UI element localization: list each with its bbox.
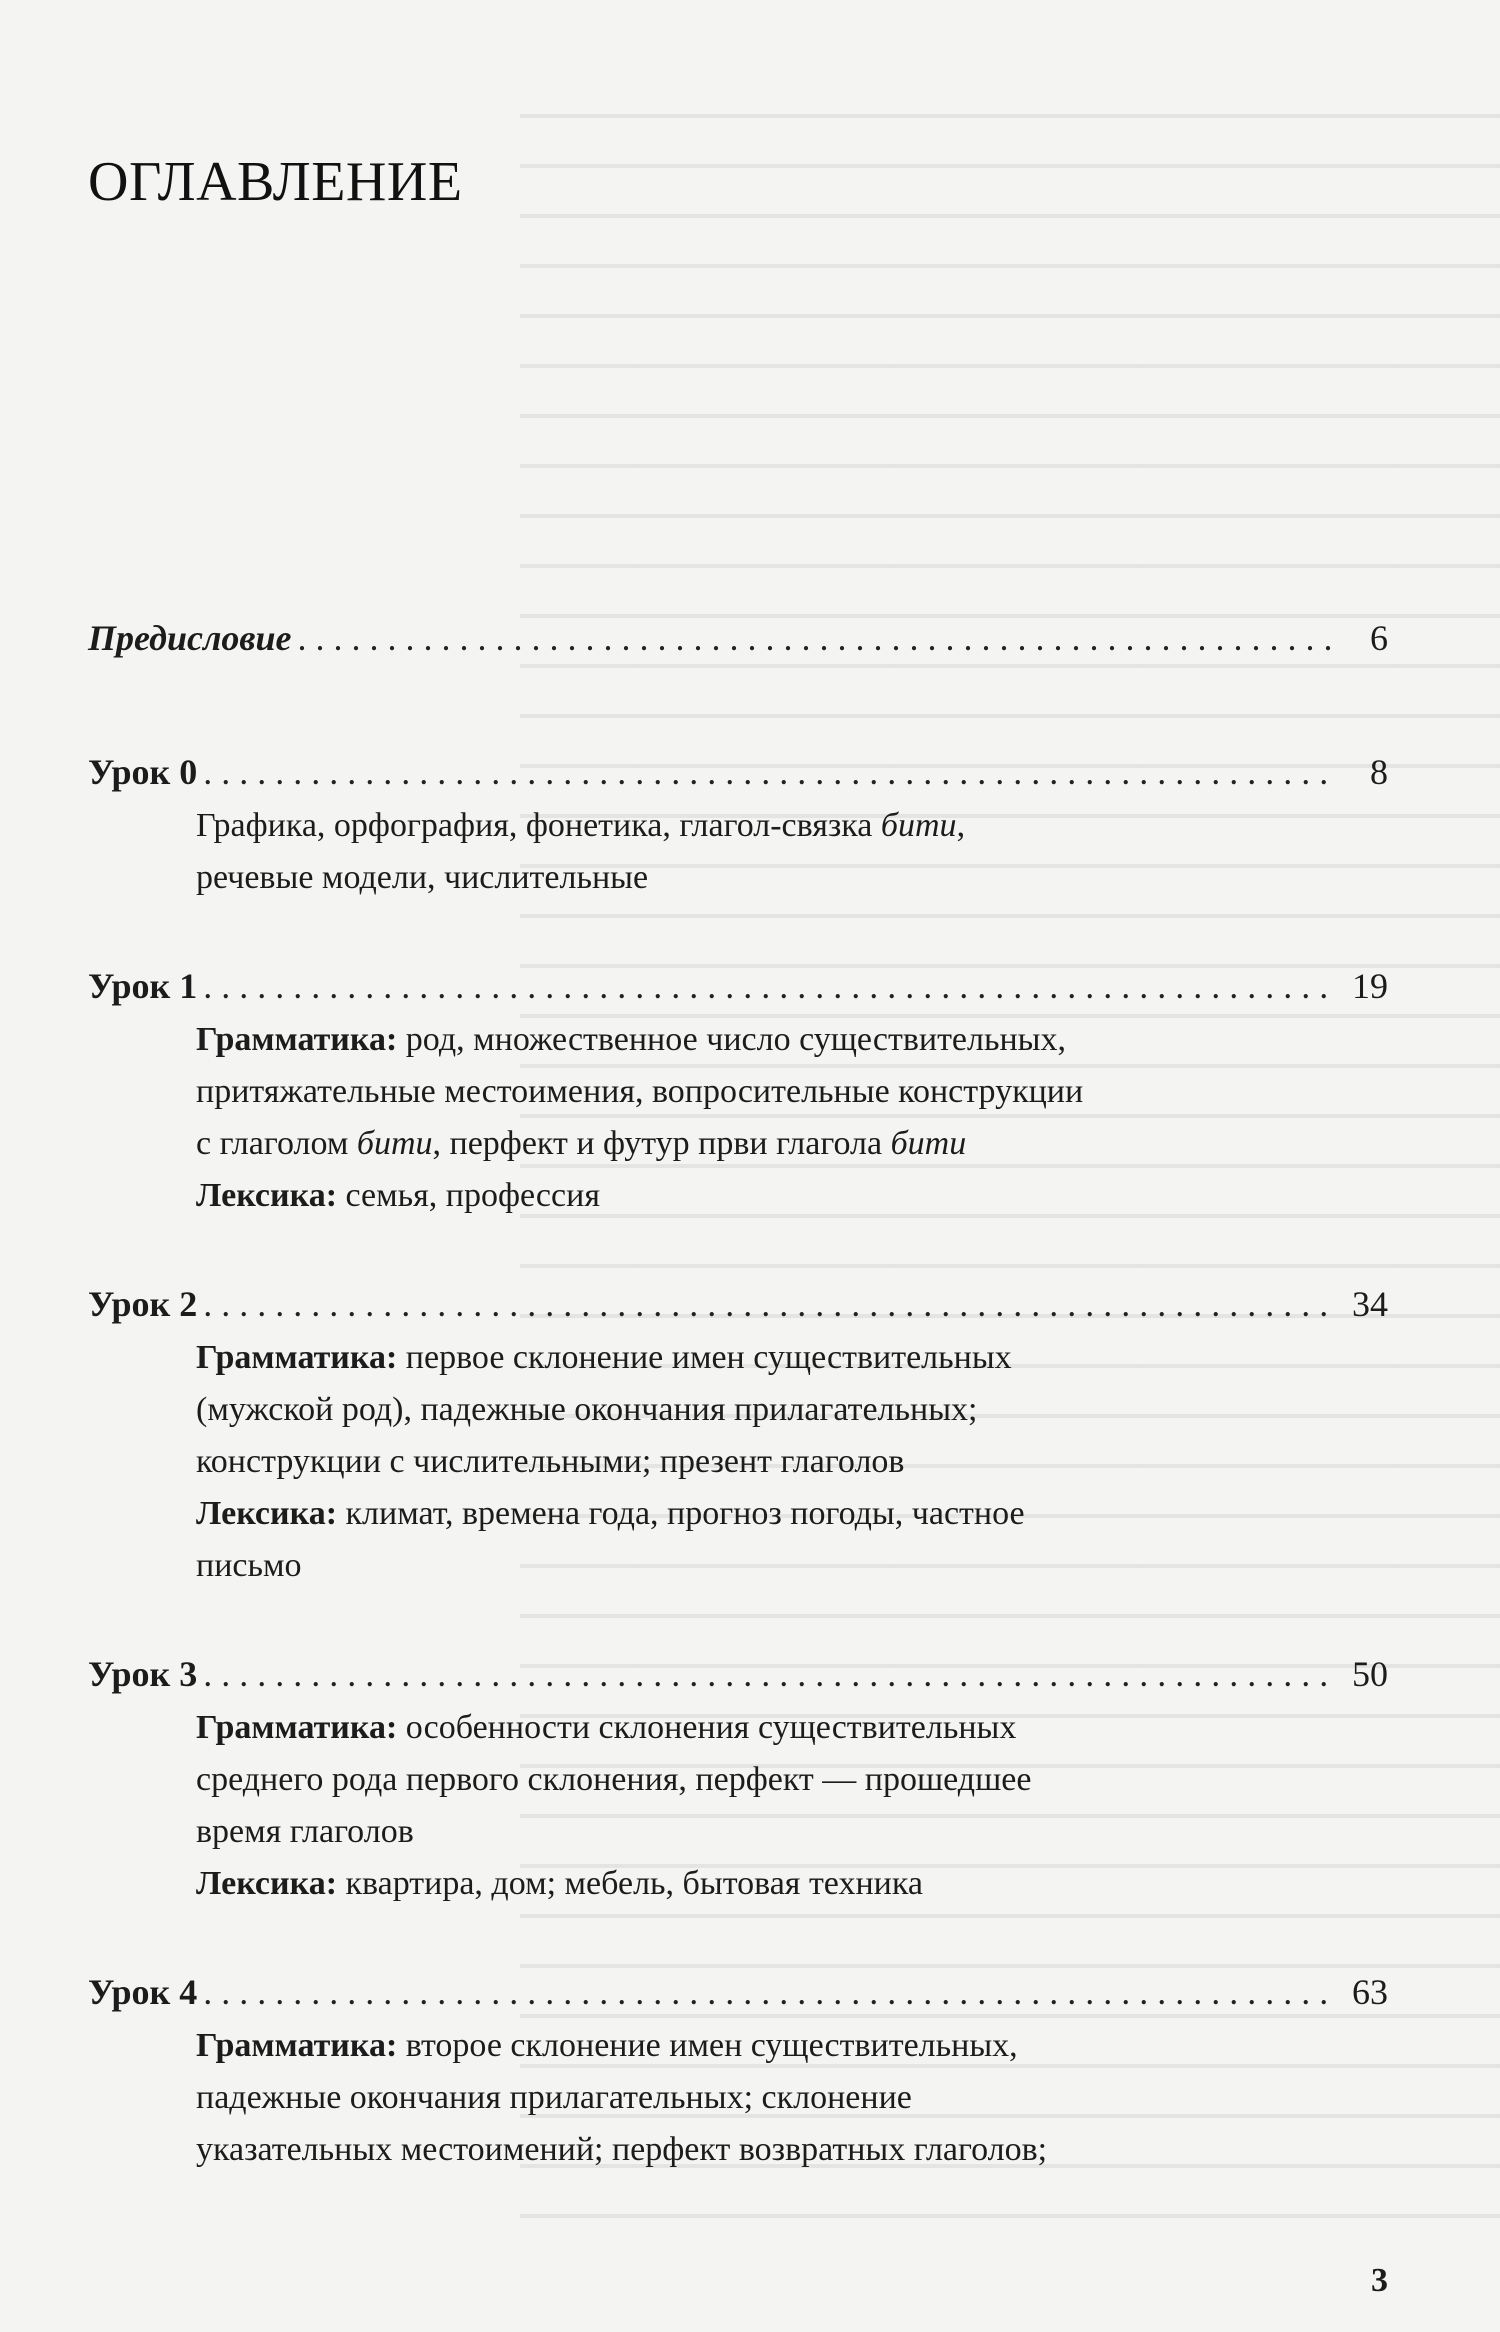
- toc-entry-preface: [88, 610, 1388, 666]
- toc-entry-label: Урок 2: [88, 1284, 198, 1324]
- lesson-description: [196, 1332, 1306, 1592]
- grammar-text: падежные окончания прилагательных; склонение: [196, 2079, 912, 2116]
- page-number: 3: [1371, 2262, 1388, 2299]
- toc-entry-lesson-4: [88, 1964, 1388, 2176]
- grammar-text: (мужской род), падежные окончания прилагательных;: [196, 1391, 978, 1428]
- description-text: Графика, орфография, фонетика, глагол-связка: [196, 807, 881, 844]
- lesson-description: [196, 1014, 1306, 1222]
- leader-dots: [203, 1646, 1336, 1702]
- toc-entry-label: Урок 4: [88, 1972, 198, 2012]
- lesson-description: [196, 800, 1306, 904]
- grammar-label: Грамматика:: [196, 1021, 398, 1058]
- description-text: ,: [956, 807, 966, 844]
- toc-entry-lesson-1: [88, 958, 1388, 1222]
- grammar-text: особенности склонения существительных: [397, 1709, 1017, 1746]
- leader-dots: [203, 1964, 1336, 2020]
- lexicon-label: Лексика:: [196, 1495, 338, 1532]
- grammar-text: первое склонение имен существительных: [397, 1339, 1012, 1376]
- toc-entry-label: Урок 3: [88, 1654, 198, 1694]
- lexicon-text: квартира, дом; мебель, бытовая техника: [337, 1865, 923, 1902]
- grammar-text: притяжательные местоимения, вопросительные конструкции: [196, 1073, 1084, 1110]
- lexicon-text: семья, профессия: [337, 1177, 600, 1214]
- grammar-label: Грамматика:: [196, 1339, 398, 1376]
- lesson-description: [196, 2020, 1306, 2176]
- grammar-text: род, множественное число существительных,: [397, 1021, 1067, 1058]
- toc-page-number: 63: [1352, 1972, 1388, 2012]
- grammar-label: Грамматика:: [196, 1709, 398, 1746]
- grammar-text: с глаголом: [196, 1125, 357, 1162]
- page-title: ОГЛАВЛЕНИЕ: [88, 151, 463, 213]
- grammar-text: среднего рода первого склонения, перфект — прошедшее: [196, 1761, 1032, 1798]
- lexicon-text: климат, времена года, прогноз погоды, частное: [337, 1495, 1025, 1532]
- leader-dots: [298, 610, 1336, 666]
- lexicon-text: письмо: [196, 1547, 302, 1584]
- grammar-text: , перфект и футур први глагола: [432, 1125, 891, 1162]
- toc-page-number: 6: [1370, 618, 1388, 658]
- description-text: речевые модели, числительные: [196, 859, 649, 896]
- toc-page-number: 8: [1370, 752, 1388, 792]
- toc-page-number: 19: [1352, 966, 1388, 1006]
- leader-dots: [203, 744, 1336, 800]
- toc-entry-lesson-2: [88, 1276, 1388, 1592]
- toc-entry-label: Урок 1: [88, 966, 198, 1006]
- grammar-text: конструкции с числительными; презент глаголов: [196, 1443, 905, 1480]
- lesson-description: [196, 1702, 1306, 1910]
- lexicon-label: Лексика:: [196, 1865, 338, 1902]
- grammar-text: время глаголов: [196, 1813, 414, 1850]
- leader-dots: [203, 1276, 1336, 1332]
- toc-entry-label: Предисловие: [88, 618, 292, 658]
- table-of-contents: [88, 610, 1388, 2230]
- toc-entry-lesson-0: [88, 744, 1388, 904]
- lexicon-label: Лексика:: [196, 1177, 338, 1214]
- description-italic: бити: [880, 807, 957, 844]
- toc-entry-label: Урок 0: [88, 752, 198, 792]
- grammar-label: Грамматика:: [196, 2027, 398, 2064]
- toc-entry-lesson-3: [88, 1646, 1388, 1910]
- toc-page-number: 50: [1352, 1654, 1388, 1694]
- grammar-text: указательных местоимений; перфект возвратных глаголов;: [196, 2131, 1048, 2168]
- toc-page-number: 34: [1352, 1284, 1388, 1324]
- grammar-italic: бити: [356, 1125, 433, 1162]
- grammar-text: второе склонение имен существительных,: [397, 2027, 1018, 2064]
- grammar-italic: бити: [890, 1125, 967, 1162]
- leader-dots: [203, 958, 1336, 1014]
